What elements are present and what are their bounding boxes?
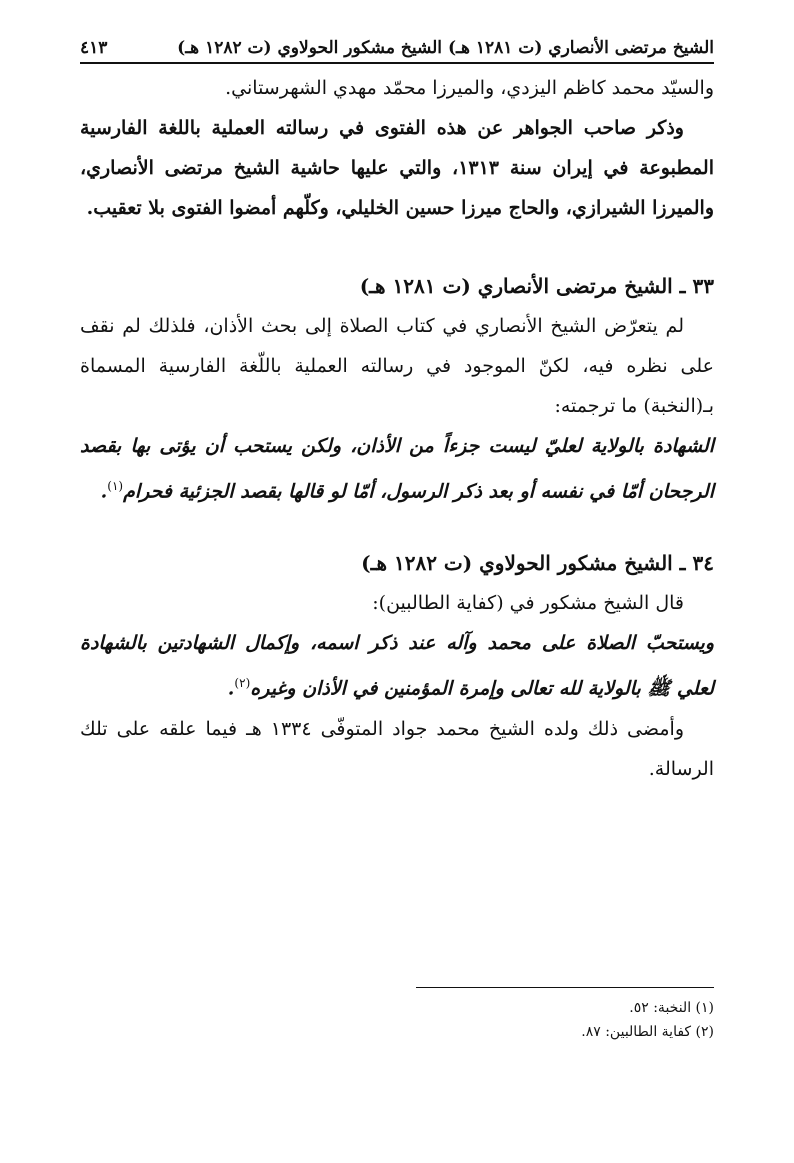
section-heading-34: ٣٤ ـ الشيخ مشكور الحولاوي (ت ١٢٨٢ هـ) (361, 551, 714, 576)
spacer (80, 228, 714, 266)
paragraph-closing: وأمضى ذلك ولده الشيخ محمد جواد المتوفّى ١٣٣٤ هـ فيما علقه على تلك الرسالة. (80, 717, 714, 780)
footnote-1: (١) النخبة: ٥٢. (629, 1000, 714, 1016)
paragraph-continuation: والسيّد محمد كاظم اليزدي، والميرزا محمّد مهدي الشهرستاني. (225, 77, 714, 99)
footnote-ref-1[interactable]: (١) (107, 479, 124, 493)
running-title: الشيخ مرتضى الأنصاري (ت ١٢٨١ هـ) الشيخ مشكور الحولاوي (ت ١٢٨٢ هـ) (177, 38, 714, 58)
footnote-ref-2[interactable]: (٢) (234, 676, 251, 691)
paragraph-jawahir: وذكر صاحب الجواهر عن هذه الفتوى في رسالته العملية باللغة الفارسية المطبوعة في إيران سنة ١٣١٣، والتي عليها حاشية الشيخ مرتضى الأنصاري، والميرزا الشيرازي، والحاج ميرزا حسين الخليلي، وكلّهم أمضوا الفتوى بلا تعقيب. (80, 117, 714, 219)
paragraph-ansari: لم يتعرّض الشيخ الأنصاري في كتاب الصلاة إلى بحث الأذان، فلذلك لم نقف على نظره فيه، لكنّ الموجود في رسالته العملية باللّغة الفارسية المسماة بـ(النخبة) ما ترجمته: (80, 315, 714, 417)
footnote-rule (416, 987, 714, 988)
page-header (80, 28, 714, 58)
paragraph-mashkur-intro: قال الشيخ مشكور في (كفاية الطالبين): (372, 592, 684, 615)
quote-mashkur-end: . (227, 677, 235, 700)
quote-mashkur (80, 623, 714, 708)
section-heading-33: ٣٣ ـ الشيخ مرتضى الأنصاري (ت ١٢٨١ هـ) (359, 274, 714, 298)
page-number: ٤١٣ (80, 38, 108, 58)
quote-mashkur-text: ويستحبّ الصلاة على محمد وآله عند ذكر اسمه، وإكمال الشهادتين بالشهادة لعلي ﷺ بالولاية لله تعالى وإمرة المؤمنين في الأذان وغيره (80, 632, 714, 700)
page-body (80, 68, 714, 789)
quote-ansari (80, 426, 714, 511)
quote-ansari-text: الشهادة بالولاية لعليّ ليست جزءاً من الأذان، ولكن يستحب أن يؤتى بها بقصد الرجحان أمّا في نفسه أو بعد ذكر الرسول، أمّا لو قالها بقصد الجزئية فحرام (80, 435, 714, 503)
footnotes (80, 996, 714, 1044)
footnote-2: (٢) كفاية الطالبين: ٨٧. (581, 1024, 714, 1040)
quote-ansari-end: . (100, 480, 108, 503)
header-rule (80, 62, 714, 64)
spacer (80, 511, 714, 543)
